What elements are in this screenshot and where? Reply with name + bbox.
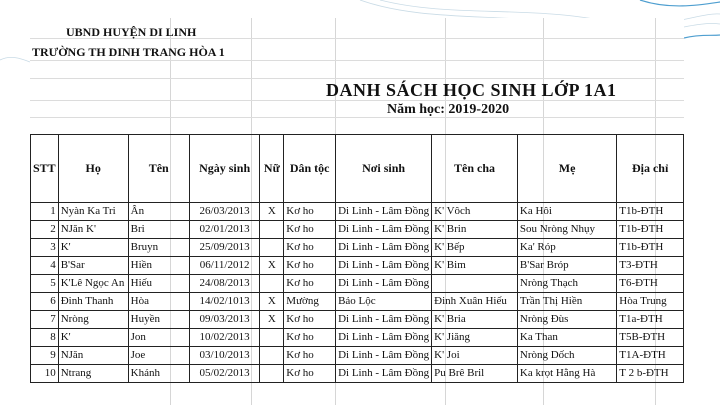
table-cell[interactable]: 02/01/2013: [189, 221, 260, 239]
table-cell[interactable]: 10/02/2013: [189, 329, 260, 347]
table-cell[interactable]: 05/02/2013: [189, 365, 260, 383]
table-cell[interactable]: K'Lê Ngọc An: [58, 275, 128, 293]
table-cell[interactable]: [260, 365, 284, 383]
table-cell[interactable]: X: [260, 257, 284, 275]
table-cell[interactable]: K' Jiăng: [432, 329, 518, 347]
col-header[interactable]: Nơi sinh: [336, 135, 432, 203]
table-row: [31, 329, 684, 347]
grid-line: [30, 78, 684, 79]
table-cell[interactable]: Kơ ho: [284, 347, 336, 365]
table-cell[interactable]: 26/03/2013: [189, 203, 260, 221]
col-header[interactable]: Họ: [58, 135, 128, 203]
table-cell[interactable]: B'Sar: [58, 257, 128, 275]
table-row: [31, 275, 684, 293]
table-cell[interactable]: T1a-ĐTH: [617, 311, 684, 329]
table-cell[interactable]: Trần Thị Hiền: [517, 293, 616, 311]
col-header[interactable]: Mẹ: [517, 135, 616, 203]
table-cell[interactable]: T1b-ĐTH: [617, 221, 684, 239]
table-cell[interactable]: Di Linh - Lâm Đồng: [336, 203, 432, 221]
table-cell[interactable]: K' Brin: [432, 221, 518, 239]
table-cell[interactable]: K' Vôch: [432, 203, 518, 221]
table-cell[interactable]: Di Linh - Lâm Đồng: [336, 347, 432, 365]
table-cell[interactable]: 09/03/2013: [189, 311, 260, 329]
table-cell[interactable]: 24/08/2013: [189, 275, 260, 293]
table-row: [31, 257, 684, 275]
table-cell[interactable]: K' Joi: [432, 347, 518, 365]
table-row: [31, 203, 684, 221]
table-cell[interactable]: Bảo Lộc: [336, 293, 432, 311]
table-cell[interactable]: [432, 275, 518, 293]
table-cell[interactable]: Huyền: [128, 311, 189, 329]
table-row: [31, 365, 684, 383]
table-cell[interactable]: Ka krọt Hằng Hà: [517, 365, 616, 383]
table-cell[interactable]: T1b-ĐTH: [617, 239, 684, 257]
col-header[interactable]: STT: [31, 135, 59, 203]
table-row: [31, 347, 684, 365]
table-cell[interactable]: Khánh: [128, 365, 189, 383]
student-table: [30, 134, 684, 383]
org-name-line1: UBND HUYỆN DI LINH: [66, 25, 197, 39]
table-cell[interactable]: Nròng Thạch: [517, 275, 616, 293]
table-cell[interactable]: 03/10/2013: [189, 347, 260, 365]
table-cell[interactable]: 4: [31, 257, 59, 275]
table-cell[interactable]: NJăn: [58, 347, 128, 365]
table-cell[interactable]: K': [58, 239, 128, 257]
table-cell[interactable]: X: [260, 293, 284, 311]
table-cell[interactable]: X: [260, 311, 284, 329]
table-cell[interactable]: Ka' Róp: [517, 239, 616, 257]
table-cell[interactable]: Hiền: [128, 257, 189, 275]
table-cell[interactable]: [260, 329, 284, 347]
table-cell[interactable]: Bri: [128, 221, 189, 239]
table-cell[interactable]: 9: [31, 347, 59, 365]
table-cell[interactable]: Nyàn Ka Tri: [58, 203, 128, 221]
table-cell[interactable]: Jon: [128, 329, 189, 347]
col-header[interactable]: Tên: [128, 135, 189, 203]
table-cell[interactable]: Sou Nròng Nhụy: [517, 221, 616, 239]
table-cell[interactable]: 7: [31, 311, 59, 329]
table-cell[interactable]: Kơ ho: [284, 275, 336, 293]
table-cell[interactable]: 2: [31, 221, 59, 239]
table-cell[interactable]: Mường: [284, 293, 336, 311]
table-cell[interactable]: Joe: [128, 347, 189, 365]
table-cell[interactable]: Đinh Thanh: [58, 293, 128, 311]
table-cell[interactable]: Ntrang: [58, 365, 128, 383]
grid-line: [30, 117, 684, 118]
table-cell[interactable]: T5B-ĐTH: [617, 329, 684, 347]
org-name-line2: TRƯỜNG TH DINH TRANG HÒA 1: [32, 45, 225, 59]
table-cell[interactable]: [260, 275, 284, 293]
table-cell[interactable]: Di Linh - Lâm Đồng: [336, 311, 432, 329]
table-cell[interactable]: Kơ ho: [284, 203, 336, 221]
table-cell[interactable]: K' Bếp: [432, 239, 518, 257]
table-cell[interactable]: Di Linh - Lâm Đồng: [336, 221, 432, 239]
table-cell[interactable]: Nròng: [58, 311, 128, 329]
col-header[interactable]: Nữ: [260, 135, 284, 203]
table-row: [31, 221, 684, 239]
table-cell[interactable]: K': [58, 329, 128, 347]
spreadsheet-area: [30, 18, 684, 405]
table-cell[interactable]: X: [260, 203, 284, 221]
table-cell[interactable]: [260, 239, 284, 257]
table-cell[interactable]: T 2 b-ĐTH: [617, 365, 684, 383]
table-row: [31, 311, 684, 329]
table-cell[interactable]: Bruyn: [128, 239, 189, 257]
table-cell[interactable]: NJăn K': [58, 221, 128, 239]
table-cell[interactable]: 06/11/2012: [189, 257, 260, 275]
table-cell[interactable]: Kơ ho: [284, 329, 336, 347]
table-cell[interactable]: Hòa Trung: [617, 293, 684, 311]
table-cell[interactable]: 1: [31, 203, 59, 221]
table-cell[interactable]: Pu Brê Bril: [432, 365, 518, 383]
table-row: [31, 293, 684, 311]
table-cell[interactable]: 6: [31, 293, 59, 311]
table-cell[interactable]: Hiếu: [128, 275, 189, 293]
table-cell[interactable]: Ân: [128, 203, 189, 221]
col-header[interactable]: Dân tộc: [284, 135, 336, 203]
page-title: DANH SÁCH HỌC SINH LỚP 1A1: [326, 80, 617, 100]
grid-line: [30, 60, 684, 61]
table-cell[interactable]: Kơ ho: [284, 257, 336, 275]
table-cell[interactable]: Kơ ho: [284, 239, 336, 257]
table-header-row: [31, 135, 684, 203]
table-cell[interactable]: Kơ ho: [284, 221, 336, 239]
col-header[interactable]: Tên cha: [432, 135, 518, 203]
table-cell[interactable]: Ka Than: [517, 329, 616, 347]
table-cell[interactable]: 10: [31, 365, 59, 383]
table-cell[interactable]: Di Linh - Lâm Đồng: [336, 365, 432, 383]
table-cell[interactable]: 14/02/1013: [189, 293, 260, 311]
table-cell[interactable]: Đinh Xuân Hiếu: [432, 293, 518, 311]
table-cell[interactable]: 3: [31, 239, 59, 257]
table-cell[interactable]: 25/09/2013: [189, 239, 260, 257]
table-cell[interactable]: Di Linh - Lâm Đồng: [336, 275, 432, 293]
table-cell[interactable]: K' Bim: [432, 257, 518, 275]
table-cell[interactable]: Di Linh - Lâm Đồng: [336, 239, 432, 257]
table-cell[interactable]: Kơ ho: [284, 365, 336, 383]
table-cell[interactable]: T6-ĐTH: [617, 275, 684, 293]
table-cell[interactable]: [260, 221, 284, 239]
table-cell[interactable]: 8: [31, 329, 59, 347]
table-cell[interactable]: T3-ĐTH: [617, 257, 684, 275]
table-cell[interactable]: T1b-ĐTH: [617, 203, 684, 221]
table-cell[interactable]: Hòa: [128, 293, 189, 311]
table-cell[interactable]: Nròng Đùs: [517, 311, 616, 329]
table-cell[interactable]: [260, 347, 284, 365]
col-header[interactable]: Ngày sinh: [189, 135, 260, 203]
col-header[interactable]: Địa chỉ: [617, 135, 684, 203]
table-cell[interactable]: Kơ ho: [284, 311, 336, 329]
table-cell[interactable]: Ka Hôi: [517, 203, 616, 221]
table-cell[interactable]: T1A-ĐTH: [617, 347, 684, 365]
table-cell[interactable]: B'Sar Bróp: [517, 257, 616, 275]
school-year: Năm học: 2019-2020: [387, 102, 510, 117]
table-cell[interactable]: Di Linh - Lâm Đồng: [336, 329, 432, 347]
table-cell[interactable]: K' Bria: [432, 311, 518, 329]
table-cell[interactable]: Nròng Dốch: [517, 347, 616, 365]
table-row: [31, 239, 684, 257]
table-cell[interactable]: 5: [31, 275, 59, 293]
table-cell[interactable]: Di Linh - Lâm Đồng: [336, 257, 432, 275]
